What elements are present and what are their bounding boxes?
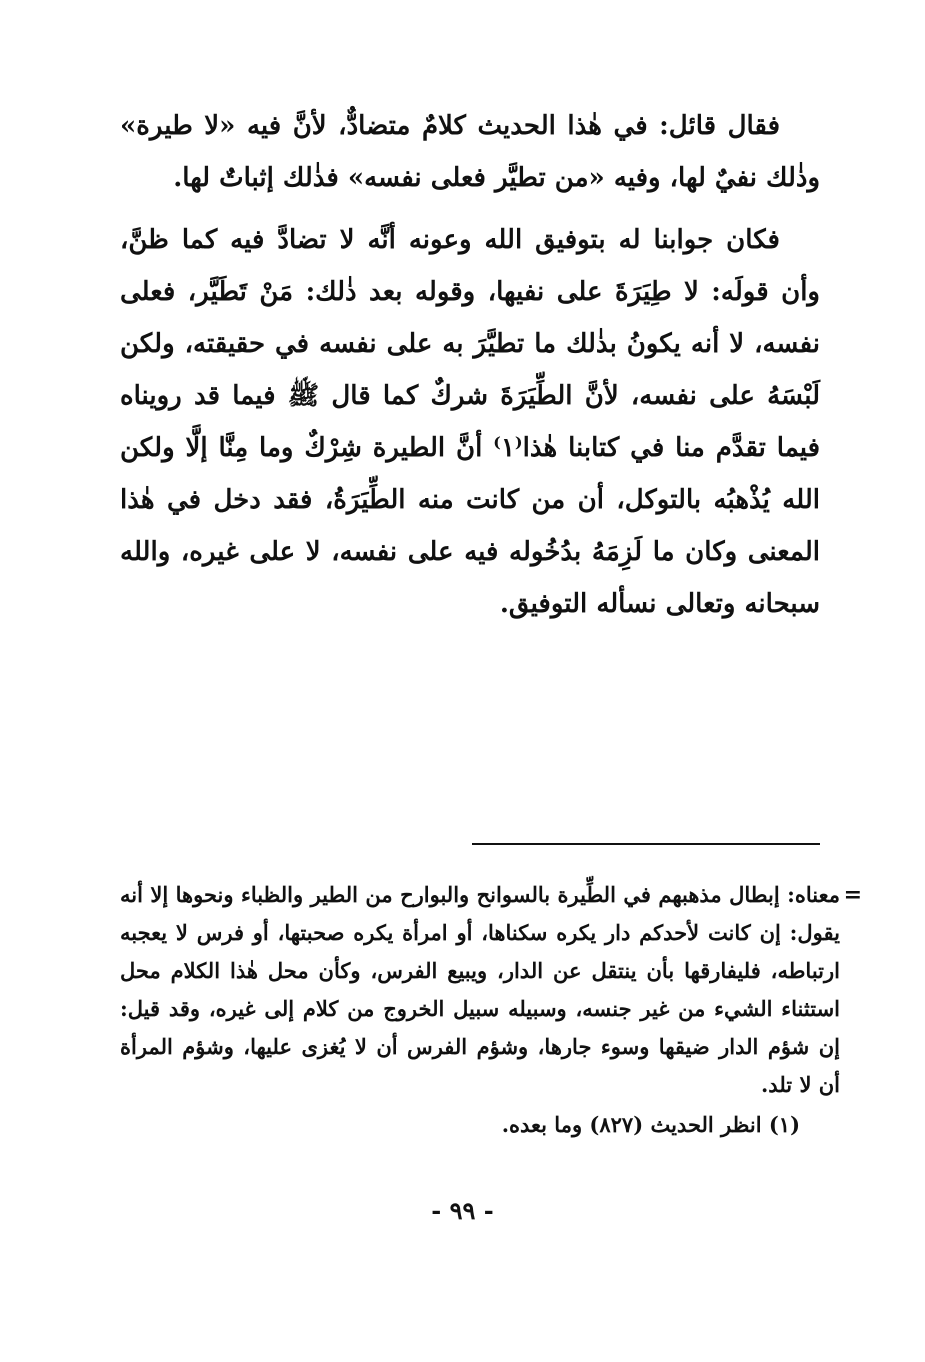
footnote-continuation — [120, 876, 862, 1104]
continuation-mark: = — [843, 882, 862, 908]
paragraph-answer: فكان جوابنا له بتوفيق الله وعونه أنَّه لا تضادَّ فيه كما ظنَّ، وأن قولَه: لا طِيَرَةَ على نفيها، وقوله بعد ذٰلك: مَنْ تَطَيَّر، فعلى نفسه، لا أنه يكونُ بذٰلك ما تطيَّرَ به على نفسه في حقيقته، ولكن لَبْسَهُ على نفسه، لأنَّ الطِّيَرَةَ شركٌ كما قال ﷺ فيما قد رويناه فيما تقدَّم منا في كتابنا هٰذا⁽١⁾ أنَّ الطيرة شِرْكٌ وما مِنَّا إلَّا ولكن الله يُذْهبُه بالتوكل، أن من كانت منه الطِّيَرَةُ، فقد دخل في هٰذا المعنى وكان ما لَزِمَهُ بدُخُوله فيه على نفسه، لا على غيره، والله سبحانه وتعالى نسأله التوفيق. — [120, 225, 820, 619]
paragraph-question: فقال قائل: في هٰذا الحديث كلامٌ متضادٌّ، لأنَّ فيه «لا طيرة» وذٰلك نفيٌ لها، وفيه «من تطيَّر فعلى نفسه» فذٰلك إثباتٌ لها. — [120, 111, 820, 193]
footnote-continuation-text: معناه: إبطال مذهبهم في الطِّيرة بالسوانح والبوارح من الطير والظباء ونحوها إلا أنه يقول: إن كانت لأحدكم دار يكره سكناها، أو امرأة يكره صحبتها، أو فرس لا يعجبه ارتباطه، فليفارقها بأن ينتقل عن الدار، ويبيع الفرس، وكأن محل هٰذا الكلام محل استثناء الشيء من غير جنسه، وسبيله سبيل الخروج من كلام إلى غيره، وقد قيل: إن شؤم الدار ضيقها وسوء جارها، وشؤم الفرس أن لا يُغزى عليها، وشؤم المرأة أن لا تلد. — [120, 882, 840, 1097]
main-text-block — [120, 100, 820, 630]
footnote-1: (١) انظر الحديث (٨٢٧) وما بعده. — [501, 1112, 800, 1137]
footnote-separator — [472, 843, 820, 845]
footnotes-block — [120, 876, 862, 1144]
page-number: - ٩٩ - — [431, 1196, 494, 1225]
